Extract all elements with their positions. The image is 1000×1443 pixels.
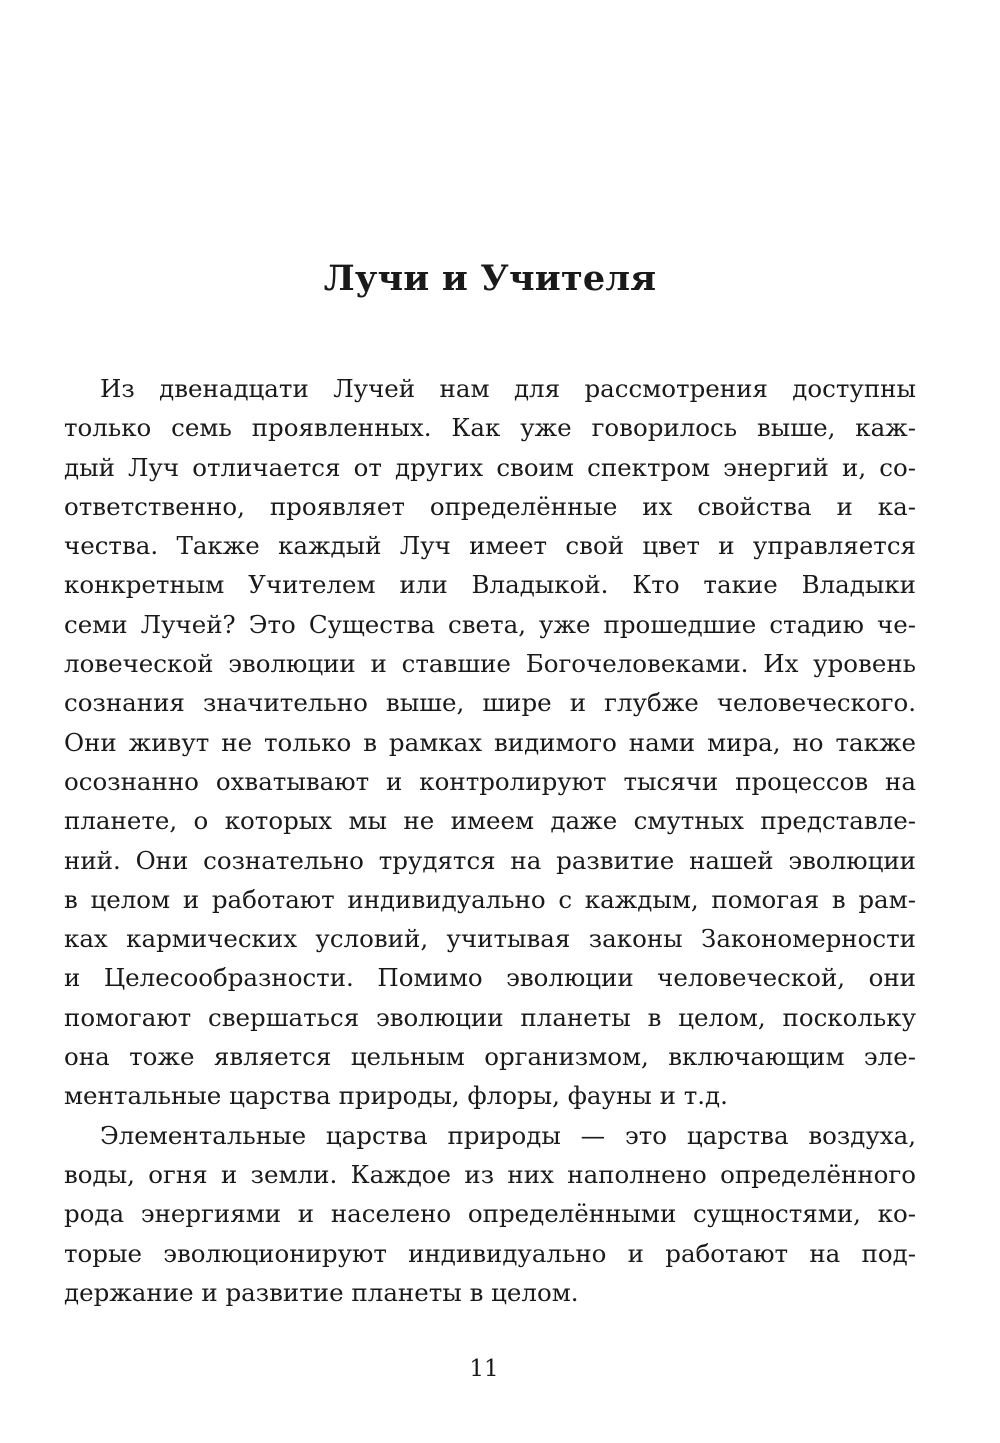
paragraph-1 [64,369,916,1116]
text-line: она тоже является цельным организмом, включающим эле- [64,1042,916,1072]
text-line: семи Лучей? Это Существа света, уже прошедшие стадию че- [64,609,916,639]
text-line: Они живут не только в рамках видимого нами мира, но также [64,727,916,757]
text-line: чества. Также каждый Луч имеет свой цвет и управляется [64,531,916,561]
text-line: только семь проявленных. Как уже говорилось выше, каж- [64,413,916,443]
body-text [64,369,916,1312]
text-line: держание и развитие планеты в целом. [64,1277,579,1307]
text-line: Из двенадцати Лучей нам для рассмотрения доступны [100,374,916,403]
text-line: осознанно охватывают и контролируют тысячи процессов на [64,766,916,796]
text-line: планете, о которых мы не имеем даже смутных представле- [64,806,916,836]
text-line: Элементальные царства природы — это царства воздуха, [100,1120,916,1150]
page-number: 11 [469,1356,499,1382]
text-line: ментальные царства природы, флоры, фауны и т.д. [64,1081,728,1111]
text-line: и Целесообразности. Помимо эволюции человеческой, они [64,963,916,993]
text-line: ответственно, проявляет определённые их свойства и ка- [64,491,916,521]
text-line: ловеческой эволюции и ставшие Богочеловеками. Их уровень [64,649,916,679]
text-line: ний. Они сознательно трудятся на развитие нашей эволюции [64,845,916,875]
chapter-title: Лучи и Учителя [323,258,657,299]
paragraph-2 [64,1116,916,1312]
text-line: в целом и работают индивидуально с каждым, помогая в рам- [64,884,916,914]
text-line: помогают свершаться эволюции планеты в целом, поскольку [64,1002,916,1032]
text-line: сознания значительно выше, шире и глубже человеческого. [64,688,916,718]
text-line: конкретным Учителем или Владыкой. Кто такие Владыки [64,570,916,600]
text-line: воды, огня и земли. Каждое из них наполнено определённого [64,1159,916,1189]
text-line: рода энергиями и населено определёнными сущностями, ко- [64,1199,916,1229]
text-line: ках кармических условий, учитывая законы Закономерности [64,924,916,954]
text-line: торые эволюционируют индивидуально и работают на под- [64,1238,916,1268]
text-line: дый Луч отличается от других своим спектром энергий и, со- [64,452,916,482]
